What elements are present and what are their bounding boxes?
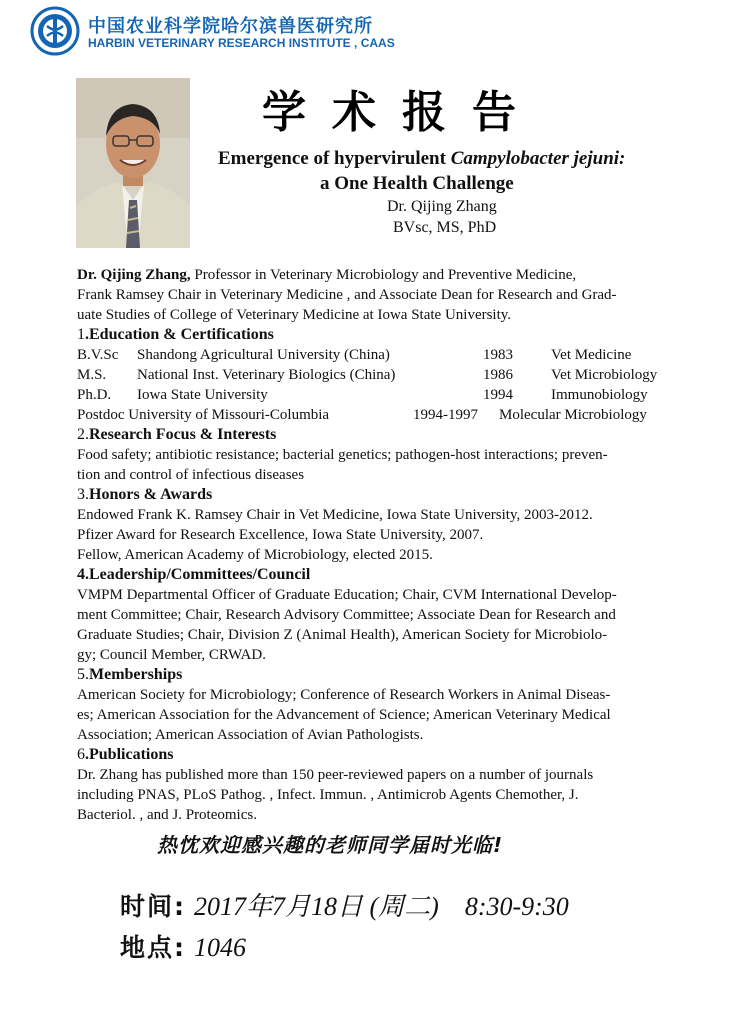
education-row: [77, 405, 697, 425]
section-number: 1: [77, 326, 85, 343]
place-value: 1046: [194, 933, 246, 962]
research-line1: Food safety; antibiotic resistance; bacterial genetics; pathogen-host interactions; preven-: [77, 447, 608, 463]
institute-name-cn: 中国农业科学院哈尔滨兽医研究所: [88, 16, 373, 37]
section-education-heading: [77, 325, 697, 345]
bio-body: [77, 265, 697, 825]
edu-school: Iowa State University: [137, 387, 268, 403]
education-row: [77, 385, 697, 405]
bio-line3: uate Studies of College of Veterinary Medicine at Iowa State University.: [77, 307, 512, 323]
leadership-line2: ment Committee; Chair, Research Advisory Committee; Associate Dean for Research and: [77, 607, 616, 623]
time-value: 2017年7月18日 (周二): [194, 892, 439, 921]
speaker-name: Dr. Qijing Zhang: [387, 198, 497, 215]
edu-degree: B.V.Sc: [77, 347, 119, 363]
edu-year: 1983: [483, 347, 513, 363]
edu-degree-school: [77, 405, 413, 425]
edu-field: Immunobiology: [551, 387, 648, 403]
edu-year: 1986: [483, 367, 513, 383]
talk-title-line1: [218, 148, 625, 170]
edu-school: University of Missouri-Columbia: [128, 407, 330, 423]
honor-item: Fellow, American Academy of Microbiology, elected 2015.: [77, 547, 433, 563]
edu-degree: Postdoc: [77, 407, 125, 423]
section-number: 5.: [77, 666, 89, 683]
memberships-line2: es; American Association for the Advancement of Science; American Veterinary Medical: [77, 707, 611, 723]
publications-line1: Dr. Zhang has published more than 150 peer-reviewed papers on a number of journals: [77, 767, 594, 783]
section-number: 6: [77, 746, 85, 763]
section-title: .Publications: [85, 746, 174, 763]
section-memberships-heading: [77, 665, 697, 685]
talk-title-italic: Campylobacter jejuni:: [450, 148, 626, 169]
memberships-line3: Association; American Association of Avian Pathologists.: [77, 727, 424, 743]
publications-line3: Bacteriol. , and J. Proteomics.: [77, 807, 257, 823]
edu-field: Molecular Microbiology: [499, 407, 647, 423]
edu-field: Vet Medicine: [551, 347, 632, 363]
bio-line1-text: Professor in Veterinary Microbiology and Preventive Medicine,: [190, 267, 577, 283]
welcome-message: 热忱欢迎感兴趣的老师同学届时光临!: [157, 833, 504, 857]
talk-title-part1: Emergence of hypervirulent: [218, 148, 451, 169]
section-leadership-heading: [77, 565, 697, 585]
event-place: [120, 928, 246, 964]
memberships-line1: American Society for Microbiology; Conference of Research Workers in Animal Diseas-: [77, 687, 611, 703]
publications-line2: including PNAS, PLoS Pathog. , Infect. Immun. , Antimicrob Agents Chemother, J.: [77, 787, 579, 803]
research-line2: tion and control of infectious diseases: [77, 467, 305, 483]
honor-item: Endowed Frank K. Ramsey Chair in Vet Medicine, Iowa State University, 2003-2012.: [77, 507, 593, 523]
edu-degree: M.S.: [77, 367, 107, 383]
section-title: Memberships: [89, 666, 183, 683]
section-title: Leadership/Committees/Council: [89, 566, 311, 583]
bio-line1: [77, 265, 697, 285]
talk-title-line2: a One Health Challenge: [320, 173, 514, 194]
speaker-degrees: BVsc, MS, PhD: [393, 219, 497, 236]
section-title: .Education & Certifications: [85, 326, 274, 343]
section-number: 4.: [77, 566, 89, 583]
leadership-line4: gy; Council Member, CRWAD.: [77, 647, 266, 663]
bio-name: Dr. Qijing Zhang,: [77, 267, 191, 283]
honor-item: Pfizer Award for Research Excellence, Iowa State University, 2007.: [77, 527, 484, 543]
edu-school: National Inst. Veterinary Biologics (China): [137, 367, 396, 383]
time-label: 时间:: [120, 892, 186, 921]
section-publications-heading: [77, 745, 697, 765]
edu-degree: Ph.D.: [77, 387, 112, 403]
section-number: 2.: [77, 426, 89, 443]
page-heading: 学术报告: [262, 87, 542, 138]
institute-logo: [30, 6, 80, 56]
education-row: [77, 365, 697, 385]
section-research-heading: [77, 425, 697, 445]
leadership-line1: VMPM Departmental Officer of Graduate Education; Chair, CVM International Develop-: [77, 587, 617, 603]
section-title: Honors & Awards: [89, 486, 213, 503]
section-number: 3.: [77, 486, 89, 503]
place-label: 地点:: [120, 933, 186, 962]
edu-school: Shandong Agricultural University (China): [137, 347, 390, 363]
education-row: [77, 345, 697, 365]
edu-field: Vet Microbiology: [551, 367, 658, 383]
speaker-photo: [76, 78, 190, 248]
edu-year: 1994: [483, 387, 513, 403]
edu-year: 1994-1997: [413, 407, 478, 423]
event-time: [120, 886, 569, 923]
time-range: 8:30-9:30: [464, 892, 569, 921]
leadership-line3: Graduate Studies; Chair, Division Z (Animal Health), American Society for Microbiolo-: [77, 627, 608, 643]
section-honors-heading: [77, 485, 697, 505]
section-title: Research Focus & Interests: [89, 426, 277, 443]
bio-line2: Frank Ramsey Chair in Veterinary Medicine , and Associate Dean for Research and Grad-: [77, 287, 617, 303]
institute-name-en: HARBIN VETERINARY RESEARCH INSTITUTE , CAAS: [88, 36, 395, 50]
